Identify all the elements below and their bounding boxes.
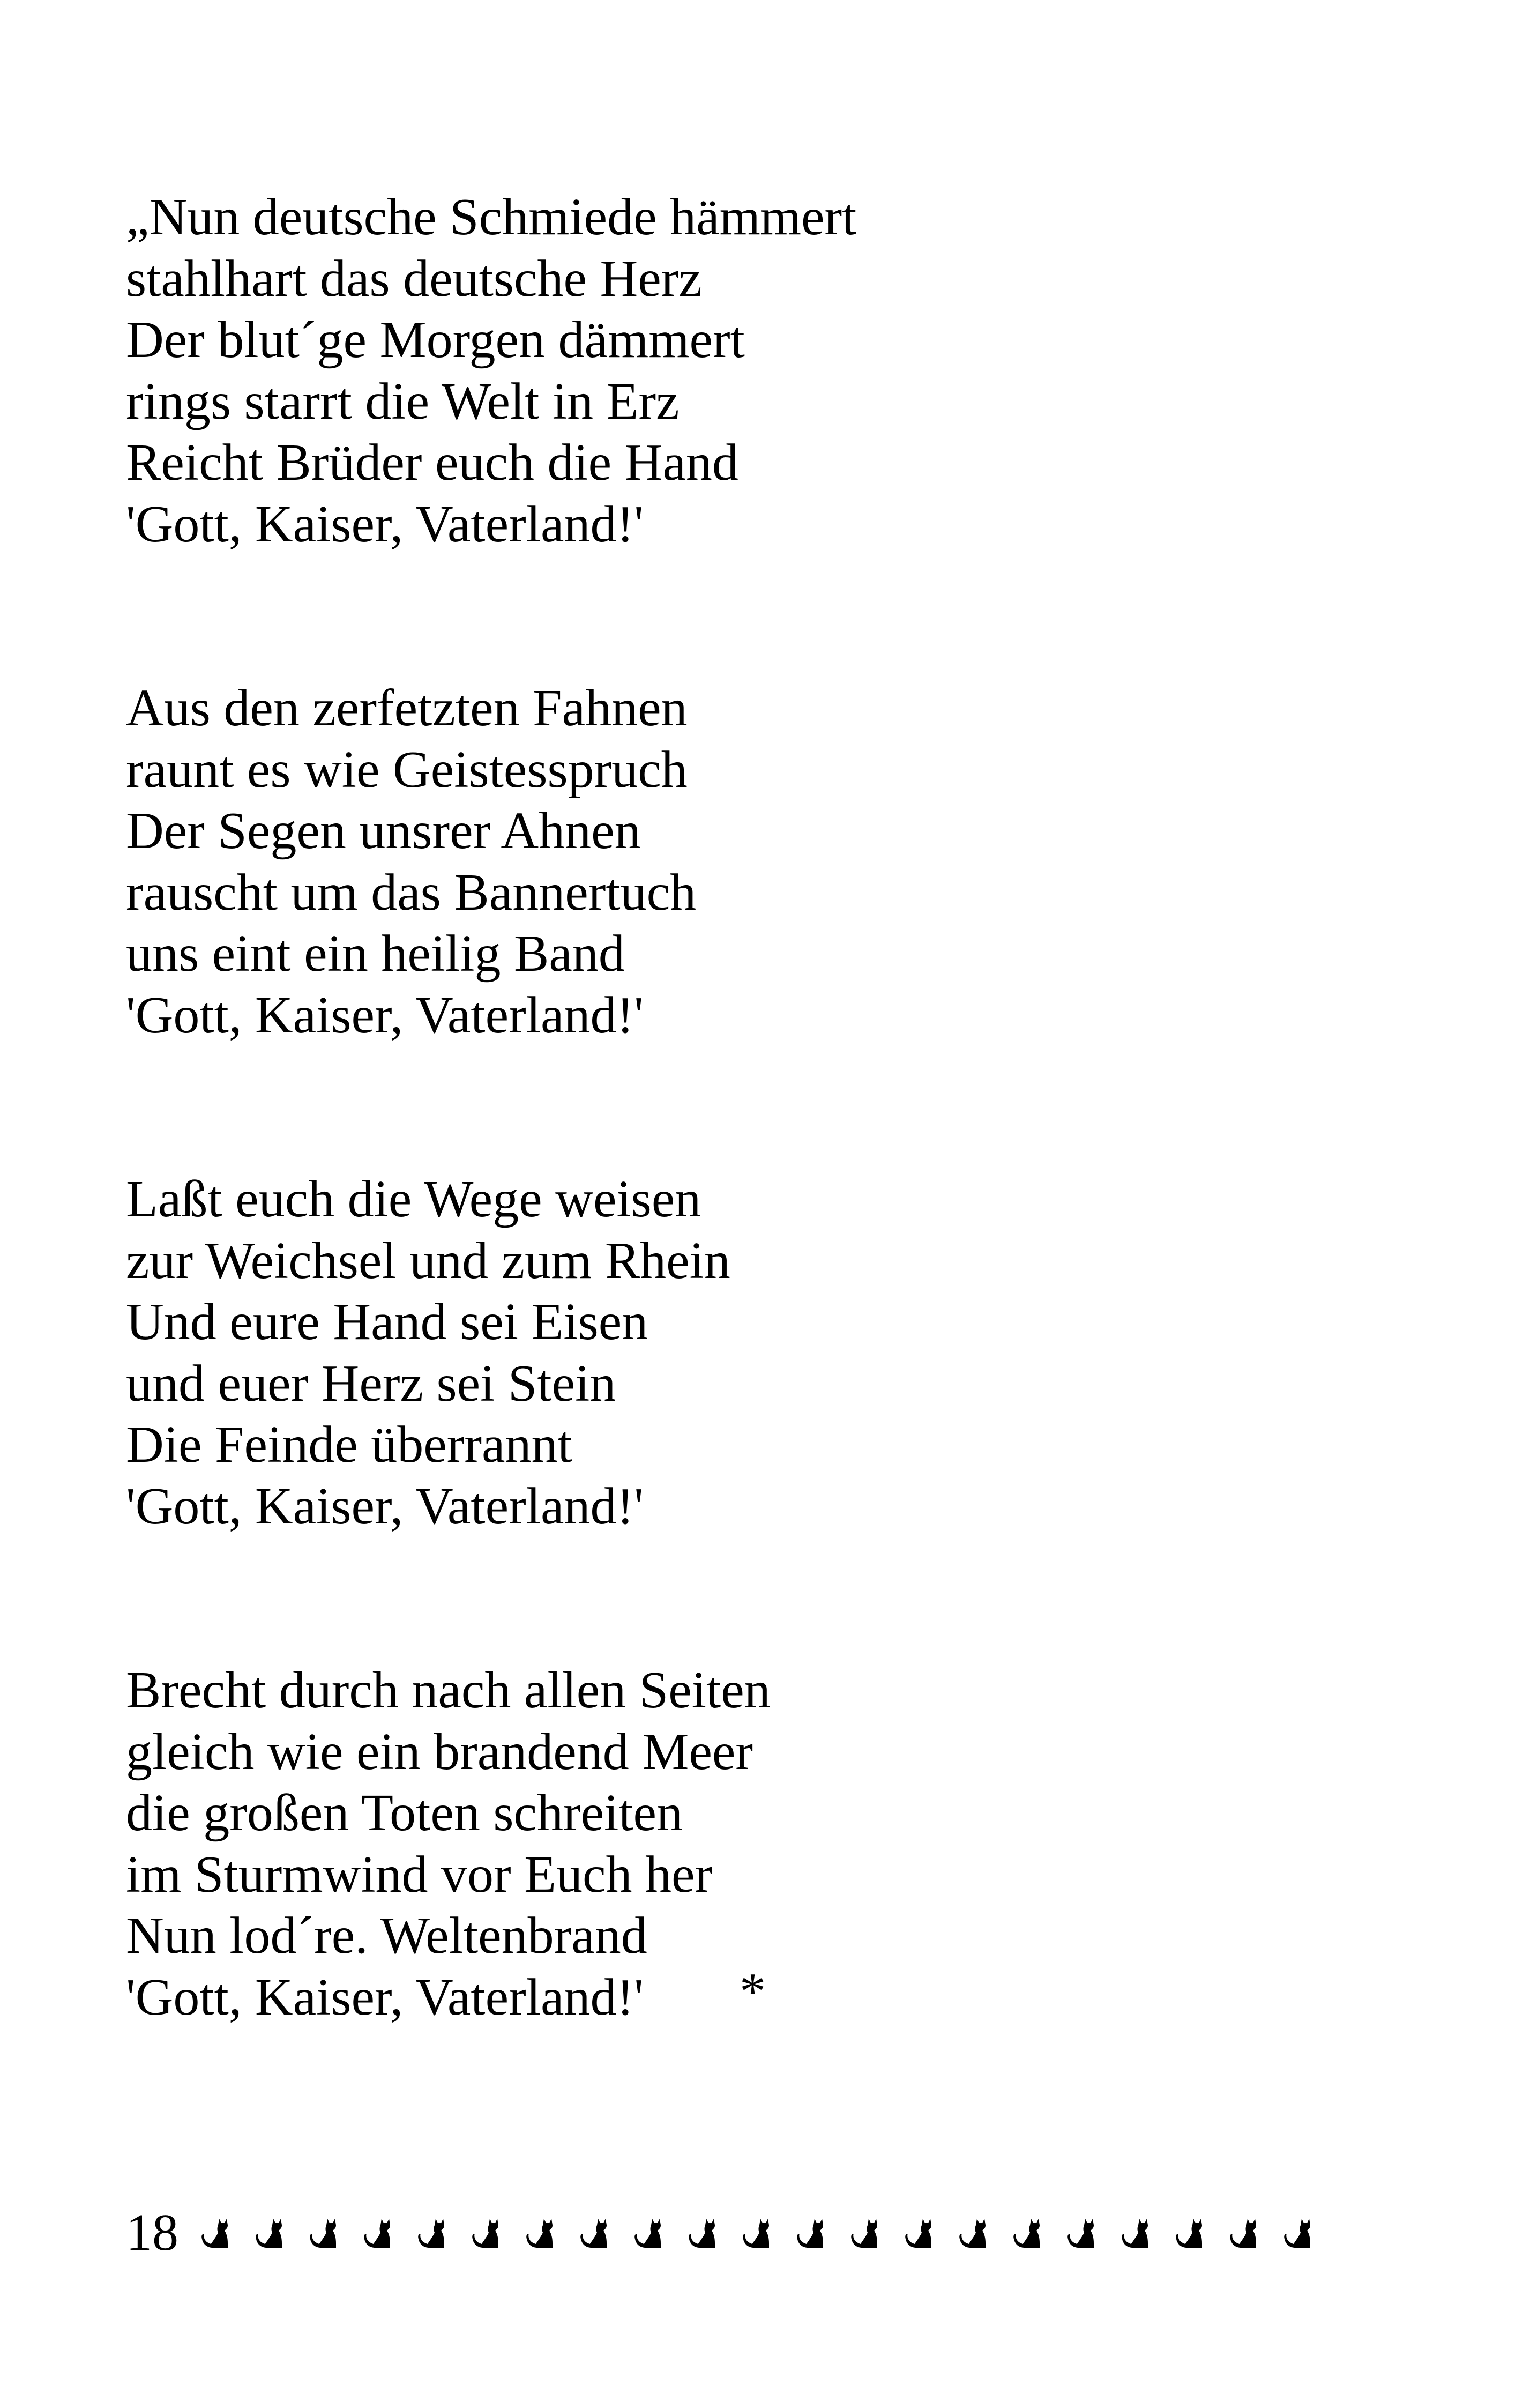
cat-silhouette-icon [577, 2216, 611, 2250]
cat-silhouette-icon [1172, 2216, 1206, 2250]
poem-line: Nun lod´re. Weltenbrand [126, 1907, 647, 1965]
cat-silhouette-icon [955, 2216, 990, 2250]
cat-silhouette-icon [1226, 2216, 1260, 2250]
poem-line: stahlhart das deutsche Herz [126, 249, 702, 308]
poem-line: und euer Herz sei Stein [126, 1354, 616, 1413]
cat-silhouette-icon [198, 2216, 232, 2250]
cat-silhouette-icon [252, 2216, 286, 2250]
poem-line: Der Segen unsrer Ahnen [126, 802, 641, 860]
poem-line: im Sturmwind vor Euch her [126, 1845, 713, 1904]
cat-silhouette-icon [793, 2216, 827, 2250]
cat-silhouette-icon [360, 2216, 394, 2250]
section-separator: * [740, 1963, 766, 2020]
cat-silhouette-icon [1064, 2216, 1098, 2250]
cat-silhouette-icon [468, 2216, 503, 2250]
cat-silhouette-icon [739, 2216, 773, 2250]
cat-silhouette-icon [414, 2216, 449, 2250]
poem-line: Aus den zerfetzten Fahnen [126, 679, 688, 737]
cat-silhouette-icon [1280, 2216, 1315, 2250]
poem-line: 'Gott, Kaiser, Vaterland!' [126, 986, 644, 1044]
ornament-row [198, 2216, 1334, 2250]
poem-line: 'Gott, Kaiser, Vaterland!' [126, 495, 644, 553]
stanza-1 [126, 187, 1358, 555]
poem-line: die großen Toten schreiten [126, 1784, 683, 1842]
poem-line: 'Gott, Kaiser, Vaterland!' [126, 1968, 644, 2026]
cat-silhouette-icon [306, 2216, 340, 2250]
poem-line: Und eure Hand sei Eisen [126, 1293, 648, 1351]
poem-line: gleich wie ein brandend Meer [126, 1722, 753, 1781]
cat-silhouette-icon [522, 2216, 557, 2250]
stanza-2 [126, 678, 1358, 1046]
page-footer [126, 2203, 1334, 2262]
cat-silhouette-icon [1118, 2216, 1152, 2250]
poem-line: Der blut´ge Morgen dämmert [126, 311, 745, 369]
poem-line: uns eint ein heilig Band [126, 925, 625, 983]
poem-line: Reicht Brüder euch die Hand [126, 434, 738, 492]
poem-line: Brecht durch nach allen Seiten [126, 1661, 771, 1719]
cat-silhouette-icon [1010, 2216, 1044, 2250]
poem-line: zur Weichsel und zum Rhein [126, 1231, 730, 1290]
poem [126, 187, 1358, 2028]
cat-silhouette-icon [901, 2216, 936, 2250]
cat-silhouette-icon [631, 2216, 665, 2250]
stanza-3 [126, 1169, 1358, 1537]
poem-line: rings starrt die Welt in Erz [126, 372, 680, 430]
poem-line: „Nun deutsche Schmiede hämmert [126, 188, 857, 246]
poem-line: raunt es wie Geistesspruch [126, 740, 688, 799]
poem-line: rauscht um das Bannertuch [126, 863, 697, 921]
poem-line: Laßt euch die Wege weisen [126, 1170, 701, 1228]
cat-silhouette-icon [685, 2216, 719, 2250]
poem-line: 'Gott, Kaiser, Vaterland!' [126, 1477, 644, 1535]
page-number: 18 [126, 2204, 178, 2262]
poem-line: Die Feinde überrannt [126, 1416, 572, 1474]
cat-silhouette-icon [847, 2216, 882, 2250]
